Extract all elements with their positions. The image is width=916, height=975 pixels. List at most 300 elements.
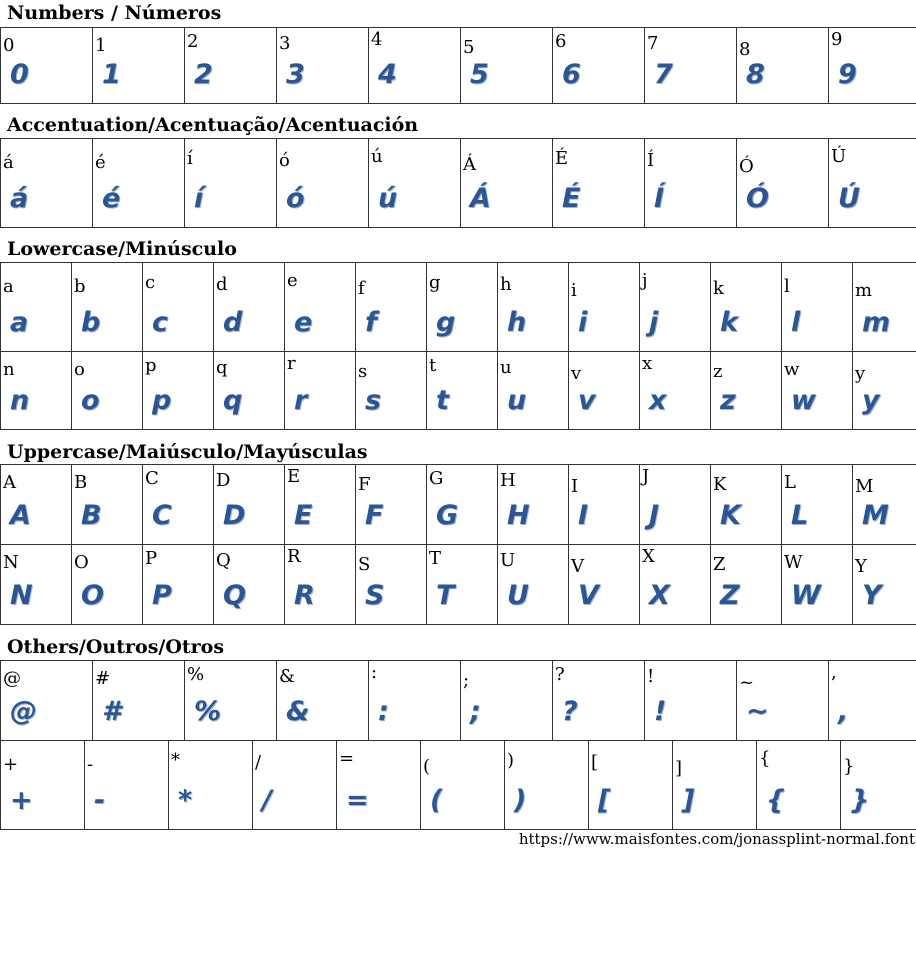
glyph-cell-74	[427, 352, 498, 430]
glyph-sample: I	[578, 500, 589, 531]
glyph-cell-da	[829, 139, 916, 228]
glyph-cell-39	[829, 28, 916, 104]
glyph-cell-6f	[72, 352, 143, 430]
character-label: 8	[739, 39, 751, 60]
glyph-sample: l	[791, 307, 801, 338]
glyph-sample: R	[294, 580, 315, 611]
character-label: O	[74, 552, 89, 573]
glyph-cell-79	[853, 352, 916, 430]
glyph-cell-72	[285, 352, 356, 430]
character-label: V	[571, 556, 584, 577]
character-label: H	[500, 470, 516, 491]
glyph-cell-4c	[782, 465, 853, 545]
character-label: 5	[463, 37, 475, 58]
glyph-cell-7e	[737, 661, 829, 741]
character-label: f	[358, 278, 365, 299]
character-label: Á	[463, 154, 476, 175]
character-label: q	[216, 357, 228, 378]
section-title: Uppercase/Maiúsculo/Mayúsculas	[7, 441, 368, 463]
character-label: c	[145, 272, 156, 293]
glyph-cell-50	[143, 545, 214, 625]
character-label: @	[3, 668, 21, 689]
glyph-sample: 2	[194, 59, 213, 90]
glyph-cell-37	[645, 28, 737, 104]
glyph-sample: +	[10, 785, 33, 816]
section-title: Others/Outros/Otros	[7, 636, 225, 658]
glyph-sample: b	[81, 307, 101, 338]
table-row	[1, 139, 916, 228]
character-label: 0	[3, 35, 15, 56]
character-label: 7	[647, 33, 659, 54]
glyph-sample: Á	[470, 183, 491, 214]
glyph-sample: A	[10, 500, 31, 531]
character-label: ~	[739, 672, 755, 693]
character-label: j	[642, 270, 648, 291]
character-label: 4	[371, 29, 383, 50]
character-label: F	[358, 474, 371, 495]
glyph-cell-57	[782, 545, 853, 625]
glyph-cell-61	[1, 263, 72, 352]
glyph-sample: á	[10, 183, 29, 214]
glyph-sample: u	[507, 385, 527, 416]
glyph-sample: (	[430, 785, 443, 816]
glyph-cell-2c	[829, 661, 916, 741]
character-label: o	[74, 359, 85, 380]
glyph-cell-3f	[553, 661, 645, 741]
glyph-sample: %	[194, 696, 222, 727]
character-label: /	[255, 752, 262, 773]
glyph-sample: Ó	[746, 183, 769, 214]
glyph-sample: ,	[838, 696, 849, 727]
glyph-cell-54	[427, 545, 498, 625]
section-title: Lowercase/Minúsculo	[7, 238, 237, 260]
glyph-sample: s	[365, 385, 382, 416]
character-label: m	[855, 280, 873, 301]
glyph-sample: n	[10, 385, 30, 416]
character-label: G	[429, 468, 444, 489]
glyph-cell-5a	[711, 545, 782, 625]
glyph-cell-4e	[1, 545, 72, 625]
glyph-cell-36	[553, 28, 645, 104]
glyph-cell-42	[72, 465, 143, 545]
glyph-sample: i	[578, 307, 588, 338]
character-label: *	[171, 750, 180, 771]
character-label: D	[216, 470, 231, 491]
glyph-sample: q	[223, 385, 243, 416]
character-label: J	[642, 466, 650, 487]
character-label: A	[3, 472, 16, 493]
character-label: e	[287, 270, 298, 291]
character-label: +	[3, 754, 19, 775]
character-label: }	[843, 756, 855, 777]
glyph-cell-38	[737, 28, 829, 104]
glyph-sample: É	[562, 183, 581, 214]
glyph-cell-4f	[72, 545, 143, 625]
source-url[interactable]: https://www.maisfontes.com/jonassplint-normal.font	[518, 830, 915, 848]
character-label: Ú	[831, 146, 847, 167]
glyph-cell-6c	[782, 263, 853, 352]
glyph-sample: J	[649, 500, 660, 531]
glyph-sample: í	[194, 183, 204, 214]
glyph-cell-58	[640, 545, 711, 625]
glyph-sample: S	[365, 580, 385, 611]
glyph-cell-7b	[757, 741, 841, 830]
glyph-cell-6b	[711, 263, 782, 352]
glyph-sample: k	[720, 307, 738, 338]
glyph-cell-2d	[85, 741, 169, 830]
glyph-sample: P	[152, 580, 172, 611]
table-row	[1, 28, 916, 104]
glyph-cell-66	[356, 263, 427, 352]
glyph-cell-45	[285, 465, 356, 545]
glyph-sample: ]	[682, 785, 695, 816]
glyph-sample: E	[294, 500, 313, 531]
glyph-sample: Ú	[838, 183, 860, 214]
glyph-cell-3d	[337, 741, 421, 830]
character-label: {	[759, 748, 771, 769]
glyph-cell-7d	[841, 741, 916, 830]
glyph-grid-row	[0, 262, 916, 352]
glyph-sample: V	[578, 580, 599, 611]
glyph-sample: Í	[654, 183, 665, 214]
glyph-sample: 4	[378, 59, 397, 90]
glyph-cell-2b	[1, 741, 85, 830]
glyph-sample: h	[507, 307, 527, 338]
character-label: d	[216, 274, 228, 295]
glyph-sample: N	[10, 580, 33, 611]
glyph-sample: ú	[378, 183, 398, 214]
character-label: n	[3, 359, 15, 380]
glyph-cell-62	[72, 263, 143, 352]
character-label: w	[784, 359, 800, 380]
character-label: 6	[555, 31, 567, 52]
glyph-sample: e	[294, 307, 313, 338]
glyph-cell-d3	[737, 139, 829, 228]
glyph-sample: w	[791, 385, 816, 416]
glyph-cell-69	[569, 263, 640, 352]
character-label: p	[145, 355, 157, 376]
glyph-sample: p	[152, 385, 172, 416]
glyph-sample: 3	[286, 59, 305, 90]
character-label: C	[145, 468, 159, 489]
glyph-sample: ?	[562, 696, 578, 727]
glyph-sample: K	[720, 500, 741, 531]
character-label: ,	[831, 662, 837, 683]
character-label: g	[429, 272, 441, 293]
glyph-cell-5b	[589, 741, 673, 830]
character-label: 2	[187, 31, 199, 52]
glyph-sample: ó	[286, 183, 305, 214]
glyph-cell-25	[185, 661, 277, 741]
glyph-sample: [	[598, 785, 611, 816]
glyph-cell-56	[569, 545, 640, 625]
character-label: T	[429, 548, 442, 569]
glyph-sample: !	[654, 696, 667, 727]
glyph-sample: ;	[470, 696, 481, 727]
glyph-sample: L	[791, 500, 809, 531]
glyph-sample: G	[436, 500, 459, 531]
glyph-sample: =	[346, 785, 369, 816]
glyph-cell-75	[498, 352, 569, 430]
glyph-cell-70	[143, 352, 214, 430]
glyph-cell-21	[645, 661, 737, 741]
glyph-cell-fa	[369, 139, 461, 228]
glyph-grid-row	[0, 740, 916, 830]
glyph-cell-e9	[93, 139, 185, 228]
character-label: t	[429, 355, 437, 376]
glyph-cell-73	[356, 352, 427, 430]
glyph-sample: z	[720, 385, 736, 416]
glyph-sample: @	[10, 696, 37, 727]
glyph-cell-77	[782, 352, 853, 430]
character-label: P	[145, 548, 158, 569]
character-label: -	[87, 754, 94, 775]
glyph-sample: é	[102, 183, 121, 214]
character-label: x	[642, 353, 653, 374]
glyph-cell-cd	[645, 139, 737, 228]
table-row	[1, 465, 916, 545]
character-label: [	[591, 752, 599, 773]
table-row	[1, 661, 916, 741]
character-label: u	[500, 357, 512, 378]
glyph-sample: C	[152, 500, 172, 531]
glyph-cell-40	[1, 661, 93, 741]
glyph-sample: 0	[10, 59, 29, 90]
glyph-sample: a	[10, 307, 29, 338]
character-label: R	[287, 546, 301, 567]
glyph-sample: ~	[746, 696, 769, 727]
character-label: ?	[555, 664, 565, 685]
character-label: i	[571, 280, 577, 301]
character-label: z	[713, 361, 723, 382]
character-label: Ó	[739, 156, 754, 177]
glyph-cell-51	[214, 545, 285, 625]
glyph-cell-41	[1, 465, 72, 545]
character-label: r	[287, 353, 296, 374]
glyph-cell-49	[569, 465, 640, 545]
character-label: k	[713, 278, 724, 299]
table-row	[1, 352, 916, 430]
glyph-cell-31	[93, 28, 185, 104]
glyph-sample: T	[436, 580, 455, 611]
glyph-sample: x	[649, 385, 667, 416]
glyph-sample: W	[791, 580, 821, 611]
character-label: B	[74, 472, 88, 493]
glyph-sample: m	[862, 307, 891, 338]
character-label: =	[339, 748, 355, 769]
glyph-cell-6d	[853, 263, 916, 352]
character-label: N	[3, 552, 19, 573]
character-label: É	[555, 148, 569, 169]
glyph-sample: &	[286, 696, 310, 727]
glyph-cell-3b	[461, 661, 553, 741]
glyph-cell-6e	[1, 352, 72, 430]
glyph-grid-row	[0, 464, 916, 545]
glyph-cell-71	[214, 352, 285, 430]
glyph-sample: y	[862, 385, 880, 416]
character-label: 9	[831, 29, 843, 50]
character-label: Í	[647, 150, 655, 171]
character-label: L	[784, 472, 796, 493]
glyph-cell-4a	[640, 465, 711, 545]
character-label: á	[3, 152, 14, 173]
glyph-sample: 7	[654, 59, 673, 90]
glyph-cell-f3	[277, 139, 369, 228]
table-row	[1, 545, 916, 625]
character-label: v	[571, 363, 582, 384]
character-label: ó	[279, 150, 290, 171]
glyph-cell-52	[285, 545, 356, 625]
glyph-sample: F	[365, 500, 384, 531]
character-label: %	[187, 664, 205, 685]
character-label: Y	[855, 556, 867, 577]
character-label: !	[647, 666, 655, 687]
character-label: :	[371, 662, 378, 683]
glyph-cell-32	[185, 28, 277, 104]
glyph-sample: 5	[470, 59, 489, 90]
character-label: )	[507, 750, 515, 771]
glyph-cell-53	[356, 545, 427, 625]
glyph-sample: r	[294, 385, 308, 416]
character-label: í	[187, 148, 193, 169]
glyph-sample: #	[102, 696, 121, 727]
glyph-sample: X	[649, 580, 670, 611]
glyph-cell-46	[356, 465, 427, 545]
glyph-cell-30	[1, 28, 93, 104]
glyph-cell-c9	[553, 139, 645, 228]
character-label: 3	[279, 33, 291, 54]
glyph-sample: /	[262, 785, 272, 816]
character-label: I	[571, 476, 579, 497]
character-label: X	[642, 546, 655, 567]
glyph-grid-row	[0, 351, 916, 430]
glyph-sample: -	[94, 785, 106, 816]
glyph-cell-26	[277, 661, 369, 741]
glyph-cell-64	[214, 263, 285, 352]
glyph-cell-76	[569, 352, 640, 430]
character-label: l	[784, 276, 790, 297]
glyph-sample: o	[81, 385, 100, 416]
character-label: a	[3, 276, 14, 297]
glyph-grid-row	[0, 138, 916, 228]
character-label: é	[95, 152, 106, 173]
character-label: S	[358, 554, 371, 575]
character-label: y	[855, 363, 866, 384]
glyph-grid-row	[0, 544, 916, 625]
character-label: Z	[713, 554, 726, 575]
glyph-sample: U	[507, 580, 529, 611]
character-label: &	[279, 666, 296, 687]
character-label: ú	[371, 146, 383, 167]
glyph-cell-65	[285, 263, 356, 352]
table-row	[1, 741, 916, 830]
glyph-cell-67	[427, 263, 498, 352]
glyph-cell-34	[369, 28, 461, 104]
glyph-cell-33	[277, 28, 369, 104]
glyph-cell-55	[498, 545, 569, 625]
character-label: (	[423, 756, 431, 777]
glyph-cell-43	[143, 465, 214, 545]
glyph-sample: B	[81, 500, 102, 531]
glyph-sample: *	[178, 785, 193, 816]
glyph-cell-e1	[1, 139, 93, 228]
glyph-sample: :	[378, 696, 389, 727]
glyph-cell-63	[143, 263, 214, 352]
glyph-grid-row	[0, 660, 916, 741]
glyph-sample: g	[436, 307, 456, 338]
glyph-sample: H	[507, 500, 530, 531]
glyph-cell-44	[214, 465, 285, 545]
glyph-sample: O	[81, 580, 104, 611]
character-label: 1	[95, 35, 107, 56]
glyph-cell-48	[498, 465, 569, 545]
character-label: b	[74, 276, 86, 297]
glyph-cell-35	[461, 28, 553, 104]
glyph-cell-47	[427, 465, 498, 545]
glyph-sample: 1	[102, 59, 121, 90]
glyph-sample: 6	[562, 59, 581, 90]
character-label: #	[95, 668, 111, 689]
section-title: Accentuation/Acentuação/Acentuación	[7, 114, 419, 136]
glyph-sample: {	[766, 785, 786, 816]
glyph-cell-28	[421, 741, 505, 830]
glyph-sample: D	[223, 500, 246, 531]
glyph-cell-2f	[253, 741, 337, 830]
glyph-cell-4b	[711, 465, 782, 545]
glyph-sample: 9	[838, 59, 857, 90]
character-label: U	[500, 550, 516, 571]
section-title: Numbers / Números	[7, 2, 222, 24]
glyph-cell-29	[505, 741, 589, 830]
glyph-grid-row	[0, 27, 916, 104]
glyph-cell-2a	[169, 741, 253, 830]
character-label: Q	[216, 550, 231, 571]
glyph-sample: j	[649, 307, 659, 338]
glyph-cell-4d	[853, 465, 916, 545]
glyph-sample: d	[223, 307, 243, 338]
glyph-sample: c	[152, 307, 169, 338]
glyph-sample: Q	[223, 580, 246, 611]
glyph-cell-6a	[640, 263, 711, 352]
glyph-cell-59	[853, 545, 916, 625]
character-label: E	[287, 466, 301, 487]
glyph-cell-78	[640, 352, 711, 430]
character-label: ]	[675, 758, 683, 779]
glyph-cell-3a	[369, 661, 461, 741]
glyph-cell-7a	[711, 352, 782, 430]
glyph-sample: Y	[862, 580, 882, 611]
character-label: W	[784, 552, 803, 573]
glyph-sample: 8	[746, 59, 765, 90]
glyph-sample: M	[862, 500, 889, 531]
glyph-sample: )	[514, 785, 527, 816]
glyph-sample: f	[365, 307, 377, 338]
glyph-cell-c1	[461, 139, 553, 228]
character-label: h	[500, 274, 512, 295]
glyph-cell-23	[93, 661, 185, 741]
glyph-sample: v	[578, 385, 596, 416]
character-label: ;	[463, 670, 470, 691]
glyph-sample: Z	[720, 580, 740, 611]
glyph-cell-5d	[673, 741, 757, 830]
character-label: s	[358, 361, 368, 382]
glyph-sample: t	[436, 385, 449, 416]
character-label: M	[855, 476, 874, 497]
glyph-cell-68	[498, 263, 569, 352]
glyph-sample: }	[850, 785, 870, 816]
table-row	[1, 263, 916, 352]
glyph-cell-ed	[185, 139, 277, 228]
